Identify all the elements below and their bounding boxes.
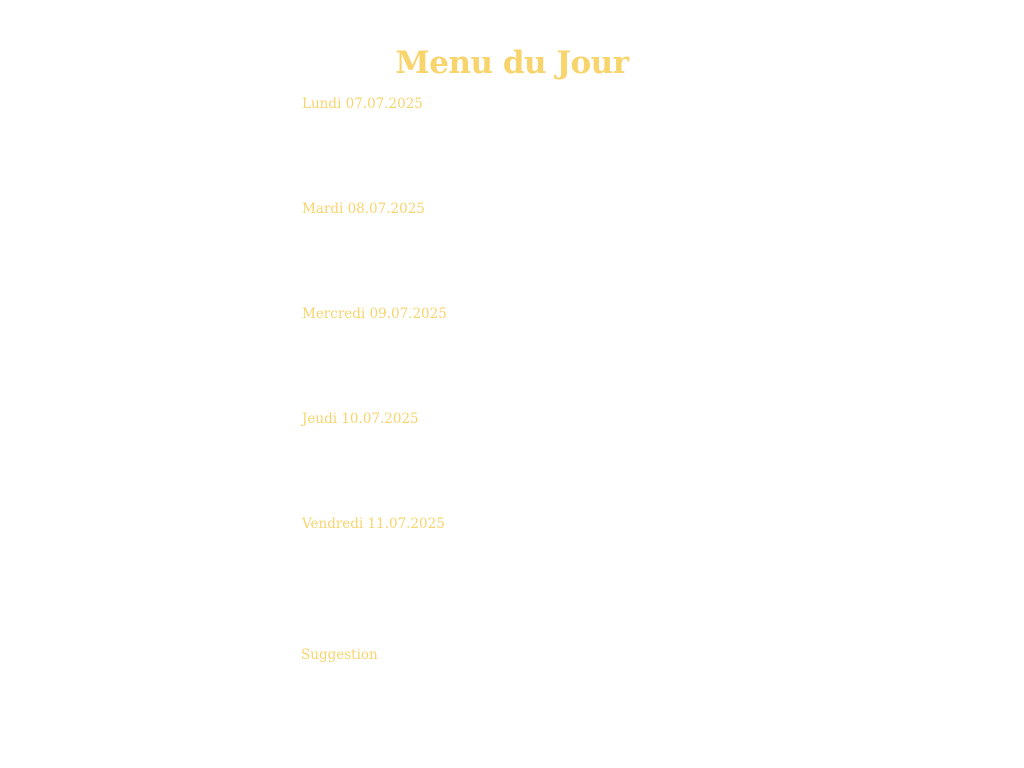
day-heading-mercredi: Mercredi 09.07.2025 bbox=[302, 306, 447, 322]
day-heading-jeudi: Jeudi 10.07.2025 bbox=[302, 411, 419, 427]
suggestion-heading: Suggestion bbox=[301, 647, 378, 663]
day-heading-mardi: Mardi 08.07.2025 bbox=[302, 201, 425, 217]
day-heading-lundi: Lundi 07.07.2025 bbox=[302, 96, 423, 112]
page-title: Menu du Jour bbox=[395, 45, 629, 81]
day-heading-vendredi: Vendredi 11.07.2025 bbox=[302, 516, 445, 532]
